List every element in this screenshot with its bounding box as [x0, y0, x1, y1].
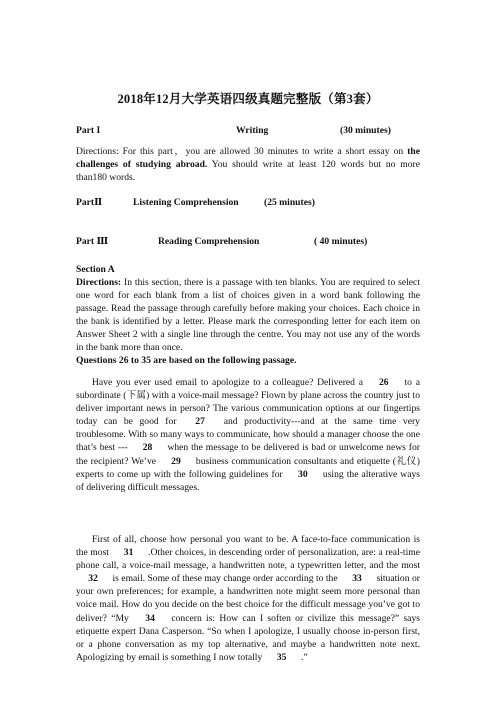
passage-paragraph-1 [76, 376, 420, 494]
blank-34[interactable]: 34 [145, 612, 155, 624]
questions-heading: Questions 26 to 35 are based on the following passage. [76, 355, 297, 366]
passage-text: concern is: How can I soften or civilize this message?” says etiquette expert Dana Casperson. “So when I apologize, I usually choose in-person first, or a phone conversation as my top alternative, and maybe a handwritten note next. Apologizing by email is something I now totally [76, 612, 420, 663]
part1-name: Writing [236, 125, 269, 136]
passage-text: using the alterative ways of delivering difficult messages. [76, 468, 421, 493]
passage-text: First of all, choose how personal you want to be. A face-to-face communication is the most [76, 534, 420, 559]
part1-directions-text-b: You should write at least 120 words but no more than180 words. [76, 159, 421, 184]
part2-time: (25 minutes) [264, 197, 315, 208]
section-directions [76, 276, 420, 355]
section-directions-label: Directions: [76, 277, 122, 288]
page-title: 2018年12月大学英语四级真题完整版（第3套） [117, 92, 379, 106]
part1-label: Part I [76, 125, 101, 136]
part1-directions [76, 145, 420, 184]
blank-32[interactable]: 32 [88, 573, 98, 585]
part2-label: PartⅡ [76, 197, 103, 208]
passage-text: Have you ever used email to apologize to a colleague? Delivered a [92, 377, 363, 388]
passage-text: is email. Some of these may change order according to the [112, 573, 338, 585]
part3-time: ( 40 minutes) [314, 236, 368, 247]
blank-30[interactable]: 30 [298, 468, 308, 480]
passage-text: and productivity---and at the same time very troublesome. With so many ways to communicate, how should a manager choose the one that’s best --- [76, 416, 420, 454]
section-heading: Section A [76, 264, 115, 275]
part3-name: Reading Comprehension [158, 236, 260, 247]
passage-text: situation or your own preferences; for example, a handwritten note might seem more personal than voice mail. How do you decide on the best choice for the difficult message you’ve got to deliver? “My [76, 573, 420, 624]
blank-27[interactable]: 27 [195, 416, 205, 428]
blank-28[interactable]: 28 [142, 442, 153, 454]
part1-directions-topic: the challenges of studying abroad. [76, 146, 420, 171]
section-directions-text: In this section, there is a passage with ten blanks. You are required to select one word for each blank from a list of choices given in a word bank following the passage. Read the passage through carefully before making your choices. Each choice in the bank is identified by a letter. Please mark the corresponding letter for each item on Answer Sheet 2 with a single line through the centre. You may not use any of the words in the bank more than once. [76, 277, 420, 354]
passage-text: when the message to be delivered is bad or unwelcome news for the recipient? We’ve [76, 442, 420, 467]
blank-31[interactable]: 31 [123, 547, 134, 559]
blank-29[interactable]: 29 [171, 455, 181, 467]
passage-text: to a subordinate (下属) with a voice-mail message? Flown by plane across the country just to deliver important news in person? The various communication options at our fingertips today can be good for [76, 377, 420, 428]
part1-directions-label: Directions: [76, 146, 119, 157]
part1-time: (30 minutes) [340, 125, 391, 136]
part2-name: Listening Comprehension [133, 197, 239, 208]
passage-paragraph-2 [76, 533, 420, 664]
blank-35[interactable]: 35 [276, 651, 287, 663]
part1-directions-text-a: For this part，you are allowed 30 minutes to write a short essay on [118, 146, 408, 157]
passage-text: .” [301, 651, 308, 663]
part3-label: Part Ⅲ [76, 236, 109, 247]
blank-33[interactable]: 33 [352, 573, 362, 585]
blank-26[interactable]: 26 [378, 377, 389, 388]
passage-text: business communication consultants and etiquette (礼仪) experts to come up with the following guidelines for [76, 455, 420, 480]
passage-text: .Other choices, in descending order of personalization, are: a real-time phone call, a voice-mail message, a handwritten note, a typewritten letter, and the most [76, 547, 420, 572]
